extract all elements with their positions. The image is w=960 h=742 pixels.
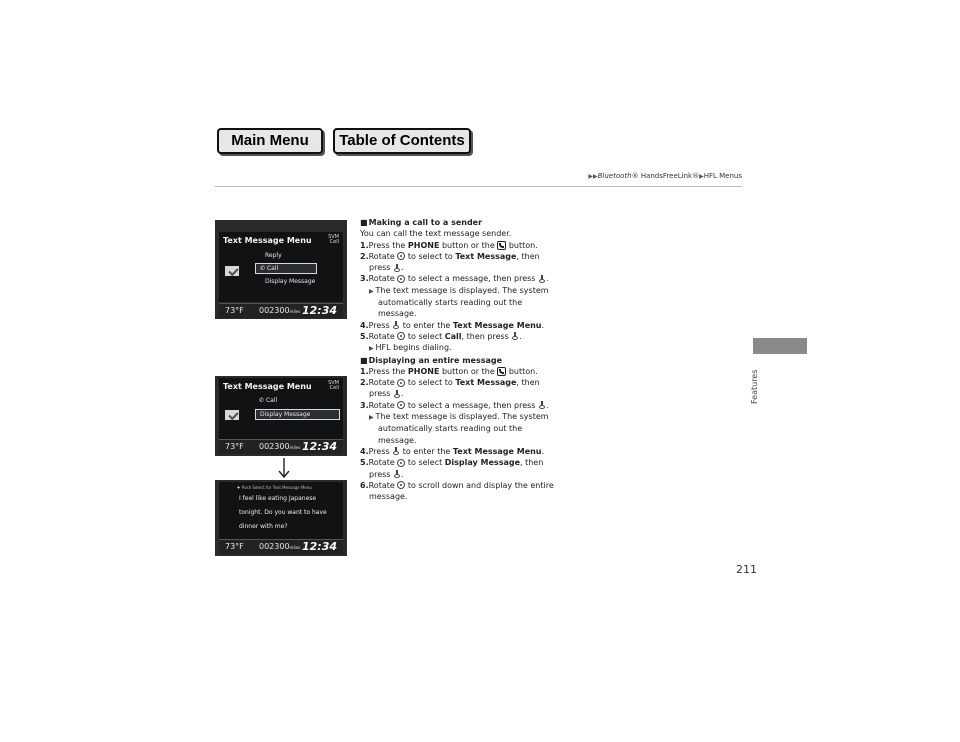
message-line: tonight. Do you want to have [239,509,327,516]
temperature: 73°F [225,442,244,451]
step-text: Press [368,320,393,330]
step-text: to select to [405,378,456,388]
step-1 [360,240,560,251]
step-text: , then press [369,378,540,399]
section-heading-display: ■ Displaying an entire message [360,355,560,366]
step-bold: Text Message Menu [452,320,542,330]
screen-hint-text: Push Select for Text Message Menu [241,485,312,490]
odometer-value: 002300 [259,542,290,551]
rotate-knob-icon [397,379,405,387]
press-knob-icon [392,321,400,329]
step-text: to select [405,458,445,468]
step-text: Rotate [368,378,398,388]
breadcrumb-part-hfl[interactable]: ® HandsFreeLink® [631,172,700,180]
step-number: 5. [360,458,369,468]
clock: 12:34 [301,540,337,553]
message-line: I feel like eating Japanese [239,495,317,502]
section-tab-label: Features [750,369,759,404]
press-knob-icon [511,332,519,340]
step-text: , then press [369,251,540,273]
step-text: . [519,331,522,341]
step-text: . [401,389,404,399]
step-text: to select to [405,251,456,261]
step-text: Rotate [368,480,398,490]
step-text: to scroll down and display the entire message. [369,480,554,502]
menu-item-reply: Reply [265,252,282,259]
odometer-unit: miles [289,545,301,550]
odometer-unit: miles [289,445,301,450]
step-4 [360,446,560,457]
odometer [259,442,300,451]
section-heading-call: ■ Making a call to a sender [360,217,560,228]
result-arrow-icon: ▶ [369,345,376,353]
press-knob-icon [393,470,401,478]
table-of-contents-button[interactable]: Table of Contents [333,128,471,154]
menu-item-call-label: Call [265,397,278,404]
phone-icon: ✆ [259,397,265,404]
screen-display-menu [215,376,347,456]
breadcrumb-arrow-icon: ▶ [699,173,704,180]
signal-icon: SVM Cell [328,234,339,245]
clock: 12:34 [301,440,337,453]
step-text: . [546,400,549,410]
press-knob-icon [393,264,401,272]
press-knob-icon [538,275,546,283]
step-text: . [401,469,404,479]
page-number: 211 [736,563,757,576]
step-bold: Text Message [455,378,517,388]
odometer-value: 002300 [259,306,290,315]
status-bar [219,439,343,454]
breadcrumb-part-bluetooth[interactable]: Bluetooth [597,172,632,180]
temperature: 73°F [225,306,244,315]
screen-call-menu [215,220,347,319]
breadcrumb [556,172,742,180]
step-text: button or the [439,366,498,376]
header-divider [215,186,742,187]
phone-button-icon [497,241,506,250]
step-2 [360,377,560,400]
step-3 [360,400,560,411]
envelope-icon [225,266,239,276]
step-text: to enter the [400,320,453,330]
step-number: 4. [360,320,369,330]
step-text: Press [368,446,393,456]
step-3-note [360,285,560,320]
step-bold: PHONE [407,366,440,376]
step-text: , then press [461,331,512,341]
step-5-note [360,342,560,354]
menu-item-call [255,263,317,274]
step-bold: Text Message [455,251,517,261]
step-3-note [360,411,560,446]
main-menu-button[interactable]: Main Menu [217,128,323,154]
step-text: . [401,263,404,273]
result-arrow-icon: ▶ [369,414,376,422]
step-text: button. [506,240,538,250]
step-text: to select a message, then press [405,274,538,284]
step-text: to select [405,331,445,341]
step-note-text: The text message is displayed. The system automatically starts reading out the message. [375,285,549,319]
result-arrow-icon: ▶ [369,287,376,295]
step-bold: Text Message Menu [452,446,542,456]
step-note-text: The text message is displayed. The system automatically starts reading out the message. [375,412,549,445]
step-6 [360,480,560,503]
step-text: . [546,274,549,284]
step-text: Rotate [368,400,398,410]
odometer [259,542,300,551]
phone-button-icon [497,367,506,376]
breadcrumb-arrow-icon: ▶▶ [588,173,598,180]
press-knob-icon [393,390,401,398]
step-bold: Call [444,331,462,341]
step-number: 3. [360,274,369,284]
step-bold: PHONE [407,240,440,250]
temperature: 73°F [225,542,244,551]
step-5 [360,331,560,342]
signal-icon: SVM Cell [328,380,339,391]
section-tab-marker [753,338,807,354]
instructions [360,217,560,502]
odometer-value: 002300 [259,442,290,451]
section-intro: You can call the text message sender. [360,229,512,239]
step-text: Rotate [368,458,398,468]
step-number: 4. [360,446,369,456]
screen-title: Text Message Menu [223,236,312,245]
menu-item-display: Display Message [265,278,316,285]
menu-item-call-label: Call [266,265,279,272]
screen-hint [237,485,312,490]
step-note-text: HFL begins dialing. [375,343,452,353]
screen-title: Text Message Menu [223,382,312,391]
step-number: 2. [360,378,369,388]
step-text: button. [506,366,538,376]
step-number: 1. [360,240,369,250]
step-text: Press the [368,240,408,250]
press-knob-icon [538,401,546,409]
step-5 [360,457,560,480]
step-bold: Display Message [444,458,521,468]
menu-item-display: Display Message [255,409,340,420]
screen-full-message [215,480,347,556]
odometer-unit: miles [289,309,301,314]
select-knob-icon: ✚ [237,485,241,490]
step-text: to enter the [400,446,453,456]
step-text: . [541,446,545,456]
step-text: Rotate [368,331,398,341]
message-line: dinner with me? [239,523,288,530]
step-number: 2. [360,251,369,261]
envelope-icon [225,410,239,420]
step-text: Rotate [368,274,398,284]
step-number: 1. [360,366,369,376]
clock: 12:34 [301,304,337,317]
step-number: 6. [360,480,369,490]
odometer [259,306,300,315]
step-text: . [541,320,545,330]
step-text: button or the [439,240,498,250]
menu-item-call [259,397,277,404]
step-text: to select a message, then press [405,400,538,410]
step-text: Press the [368,366,408,376]
status-bar [219,303,343,318]
step-4 [360,320,560,331]
breadcrumb-part-menus[interactable]: HFL Menus [703,172,742,180]
status-bar [219,539,343,554]
step-text: , then press [369,458,544,479]
step-text: Rotate [368,251,398,261]
step-2 [360,251,560,274]
arrow-down-icon [276,457,292,479]
phone-icon: ✆ [260,265,266,272]
step-number: 3. [360,400,369,410]
step-1 [360,366,560,377]
step-number: 5. [360,331,369,341]
press-knob-icon [392,447,400,455]
step-3 [360,273,560,284]
